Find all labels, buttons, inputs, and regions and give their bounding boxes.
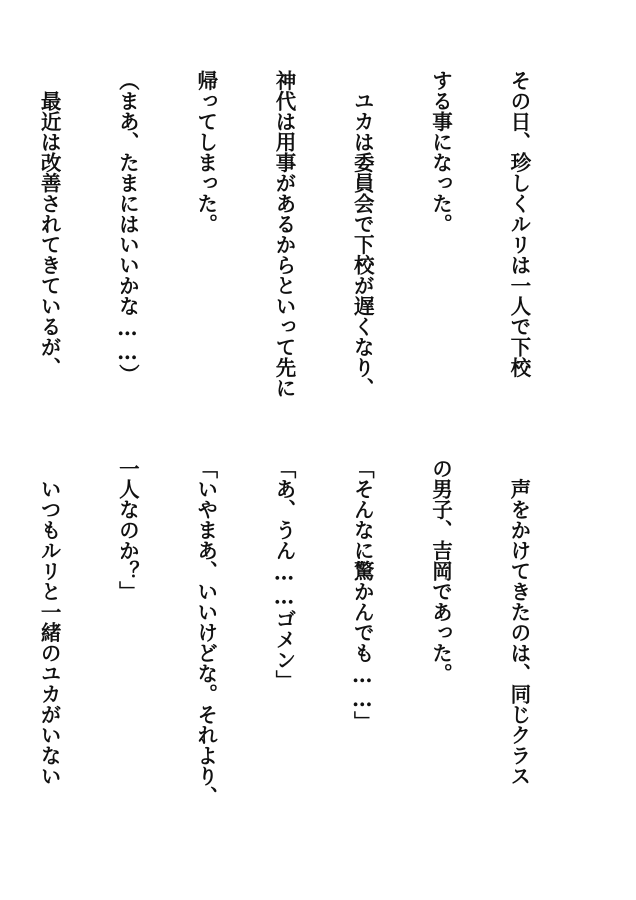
upper-text-block: [37, 70, 584, 488]
lower-text-block: [37, 458, 584, 858]
text-column: その日、珍しくルリは一人で下校: [506, 70, 531, 378]
text-column: 一人なのか？」: [115, 458, 140, 602]
text-column: 「そんなに驚かんでも……」: [350, 458, 375, 732]
text-column: 「あ、うん……ゴメン」: [271, 458, 296, 691]
text-column: 「いやまあ、いいけどな。それより、: [193, 458, 218, 807]
text-column: する事になった。: [428, 70, 453, 234]
text-column: 最近は改善されてきているが、: [37, 70, 62, 378]
text-column: の男子、吉岡であった。: [428, 458, 453, 684]
text-column: 声をかけてきたのは、同じクラス: [506, 458, 531, 786]
text-column: ユカは委員会で下校が遅くなり、: [350, 70, 375, 398]
text-column: 神代は用事があるからといって先に: [271, 70, 296, 398]
text-column: いつもルリと一緒のユカがいない: [37, 458, 62, 786]
text-column: （まあ、たまにはいいかな……）: [115, 70, 140, 385]
text-column: 帰ってしまった。: [193, 70, 218, 234]
